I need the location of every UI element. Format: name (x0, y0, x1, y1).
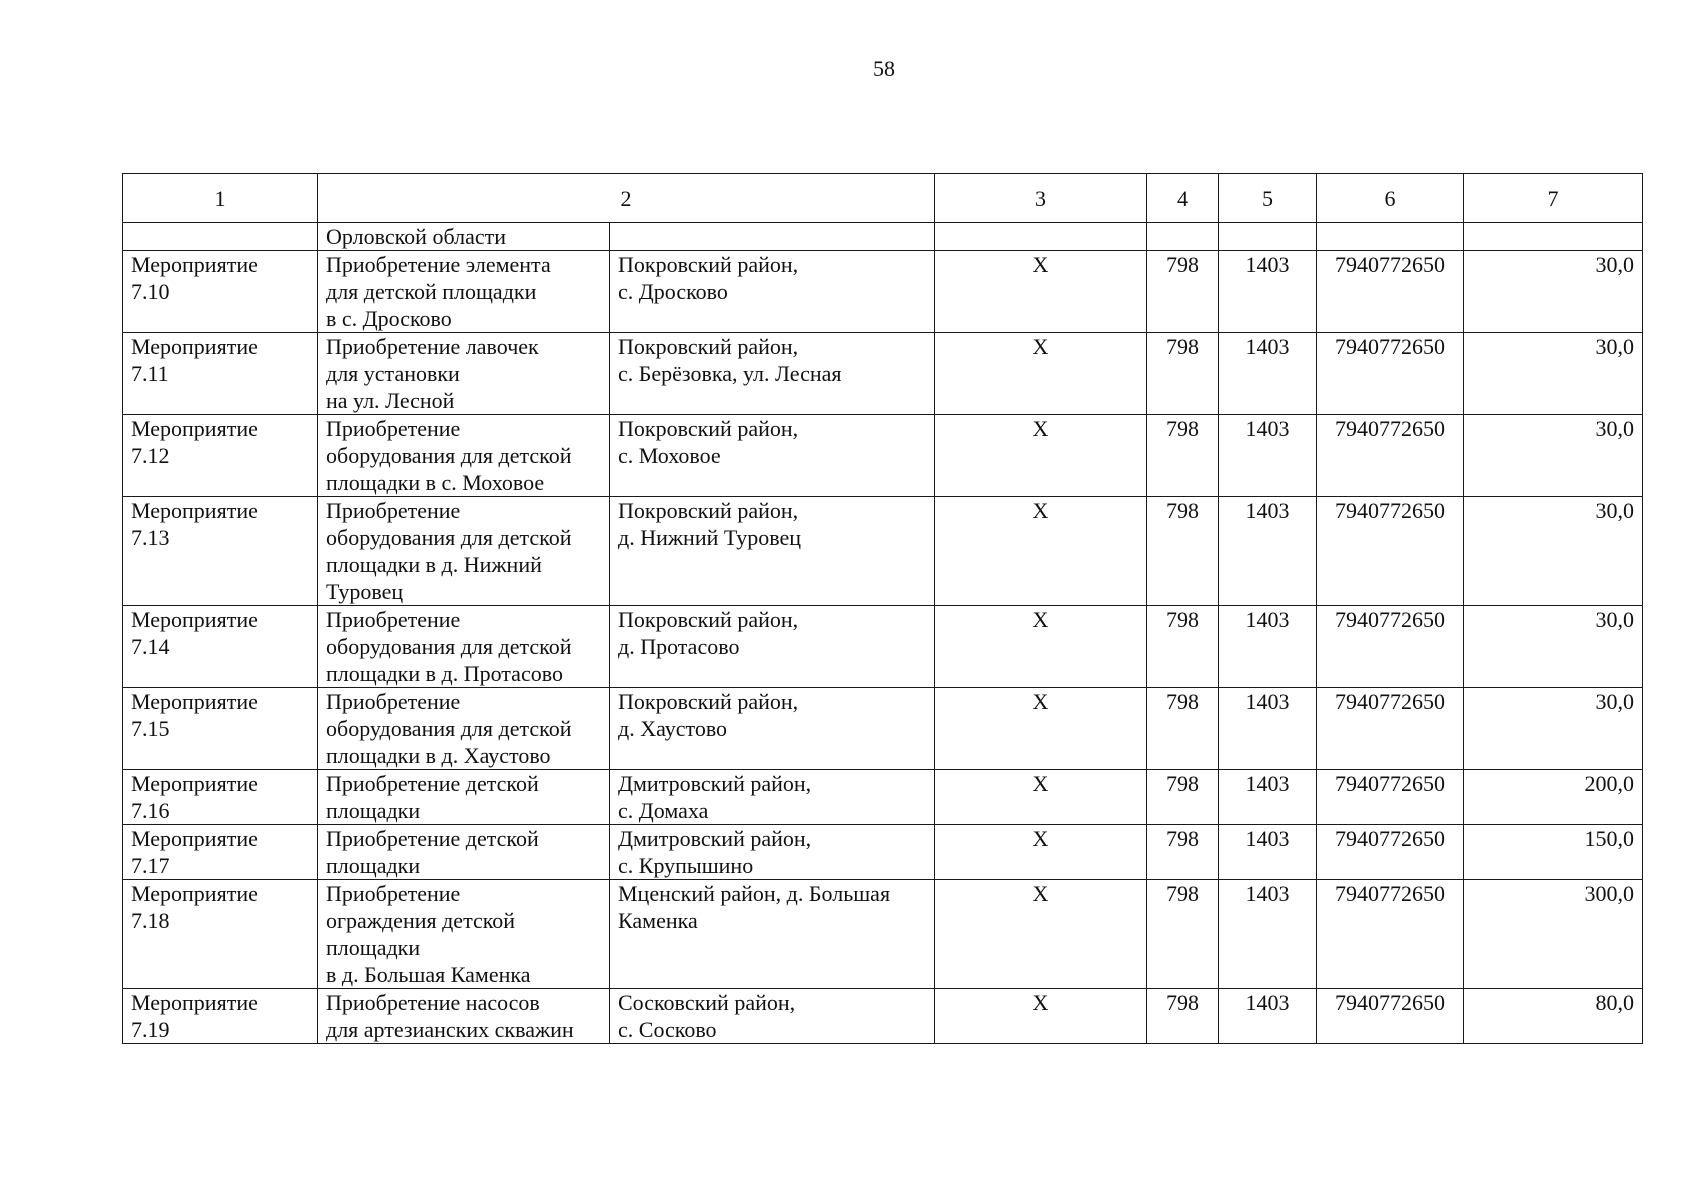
description-cell: Приобретение лавочек для установки на ул. Лесной (318, 333, 610, 415)
event-cell: Мероприятие 7.17 (123, 825, 318, 880)
empty-cell (935, 223, 1147, 251)
header-col-7: 7 (1464, 174, 1643, 223)
col7-cell: 30,0 (1464, 688, 1643, 770)
location-cell: Покровский район, с. Берёзовка, ул. Лесная (610, 333, 935, 415)
event-cell: Мероприятие 7.11 (123, 333, 318, 415)
table-row (123, 497, 1643, 606)
col6-cell: 7940772650 (1317, 497, 1464, 606)
col3-cell: Х (935, 770, 1147, 825)
col3-cell: Х (935, 415, 1147, 497)
col5-cell: 1403 (1219, 825, 1317, 880)
col6-cell: 7940772650 (1317, 606, 1464, 688)
empty-cell (1147, 223, 1219, 251)
col5-cell: 1403 (1219, 606, 1317, 688)
table-row (123, 606, 1643, 688)
location-cell: Сосковский район, с. Сосково (610, 989, 935, 1044)
empty-cell (1317, 223, 1464, 251)
col4-cell: 798 (1147, 415, 1219, 497)
location-cell: Дмитровский район, с. Домаха (610, 770, 935, 825)
empty-cell (123, 223, 318, 251)
table-row (123, 770, 1643, 825)
empty-cell (1464, 223, 1643, 251)
col5-cell: 1403 (1219, 415, 1317, 497)
col3-cell: Х (935, 606, 1147, 688)
description-cell: Приобретение детской площадки (318, 825, 610, 880)
col6-cell: 7940772650 (1317, 251, 1464, 333)
location-cell: Покровский район, с. Дросково (610, 251, 935, 333)
table-row (123, 880, 1643, 989)
continuation-row (123, 223, 1643, 251)
col6-cell: 7940772650 (1317, 333, 1464, 415)
table-row (123, 415, 1643, 497)
location-cell: Мценский район, д. Большая Каменка (610, 880, 935, 989)
continuation-text: Орловской области (318, 223, 610, 251)
empty-cell (1219, 223, 1317, 251)
table-row (123, 333, 1643, 415)
table-row (123, 688, 1643, 770)
event-cell: Мероприятие 7.12 (123, 415, 318, 497)
col4-cell: 798 (1147, 497, 1219, 606)
location-cell: Дмитровский район, с. Крупышино (610, 825, 935, 880)
col7-cell: 30,0 (1464, 497, 1643, 606)
event-cell: Мероприятие 7.16 (123, 770, 318, 825)
col5-cell: 1403 (1219, 333, 1317, 415)
col6-cell: 7940772650 (1317, 770, 1464, 825)
table-row (123, 251, 1643, 333)
col5-cell: 1403 (1219, 880, 1317, 989)
col6-cell: 7940772650 (1317, 880, 1464, 989)
table-row (123, 989, 1643, 1044)
col5-cell: 1403 (1219, 688, 1317, 770)
col7-cell: 30,0 (1464, 251, 1643, 333)
col6-cell: 7940772650 (1317, 688, 1464, 770)
description-cell: Приобретение ограждения детской площадки в д. Большая Каменка (318, 880, 610, 989)
header-col-4: 4 (1147, 174, 1219, 223)
event-cell: Мероприятие 7.18 (123, 880, 318, 989)
col7-cell: 150,0 (1464, 825, 1643, 880)
col5-cell: 1403 (1219, 497, 1317, 606)
col7-cell: 30,0 (1464, 415, 1643, 497)
col6-cell: 7940772650 (1317, 825, 1464, 880)
location-cell: Покровский район, д. Хаустово (610, 688, 935, 770)
description-cell: Приобретение оборудования для детской площадки в д. Хаустово (318, 688, 610, 770)
col7-cell: 30,0 (1464, 333, 1643, 415)
col7-cell: 200,0 (1464, 770, 1643, 825)
header-col-2: 2 (318, 174, 935, 223)
col7-cell: 30,0 (1464, 606, 1643, 688)
col4-cell: 798 (1147, 825, 1219, 880)
event-cell: Мероприятие 7.15 (123, 688, 318, 770)
col4-cell: 798 (1147, 606, 1219, 688)
col3-cell: Х (935, 688, 1147, 770)
col6-cell: 7940772650 (1317, 989, 1464, 1044)
col3-cell: Х (935, 880, 1147, 989)
col4-cell: 798 (1147, 770, 1219, 825)
description-cell: Приобретение оборудования для детской площадки в д. Нижний Туровец (318, 497, 610, 606)
col6-cell: 7940772650 (1317, 415, 1464, 497)
description-cell: Приобретение оборудования для детской площадки в с. Моховое (318, 415, 610, 497)
col5-cell: 1403 (1219, 989, 1317, 1044)
col5-cell: 1403 (1219, 770, 1317, 825)
header-col-1: 1 (123, 174, 318, 223)
event-cell: Мероприятие 7.19 (123, 989, 318, 1044)
location-cell: Покровский район, д. Нижний Туровец (610, 497, 935, 606)
col7-cell: 300,0 (1464, 880, 1643, 989)
header-col-3: 3 (935, 174, 1147, 223)
col4-cell: 798 (1147, 688, 1219, 770)
col3-cell: Х (935, 497, 1147, 606)
description-cell: Приобретение детской площадки (318, 770, 610, 825)
col4-cell: 798 (1147, 880, 1219, 989)
description-cell: Приобретение элемента для детской площадки в с. Дросково (318, 251, 610, 333)
col3-cell: Х (935, 989, 1147, 1044)
col7-cell: 80,0 (1464, 989, 1643, 1044)
col3-cell: Х (935, 251, 1147, 333)
event-cell: Мероприятие 7.14 (123, 606, 318, 688)
location-cell: Покровский район, с. Моховое (610, 415, 935, 497)
budget-table (122, 173, 1643, 1044)
description-cell: Приобретение оборудования для детской площадки в д. Протасово (318, 606, 610, 688)
col3-cell: Х (935, 333, 1147, 415)
table-row (123, 825, 1643, 880)
page-number: 58 (873, 56, 895, 81)
header-col-5: 5 (1219, 174, 1317, 223)
col4-cell: 798 (1147, 251, 1219, 333)
description-cell: Приобретение насосов для артезианских скважин (318, 989, 610, 1044)
col4-cell: 798 (1147, 989, 1219, 1044)
header-col-6: 6 (1317, 174, 1464, 223)
location-cell: Покровский район, д. Протасово (610, 606, 935, 688)
col4-cell: 798 (1147, 333, 1219, 415)
event-cell: Мероприятие 7.13 (123, 497, 318, 606)
col3-cell: Х (935, 825, 1147, 880)
event-cell: Мероприятие 7.10 (123, 251, 318, 333)
col5-cell: 1403 (1219, 251, 1317, 333)
empty-cell (610, 223, 935, 251)
header-row (123, 174, 1643, 223)
